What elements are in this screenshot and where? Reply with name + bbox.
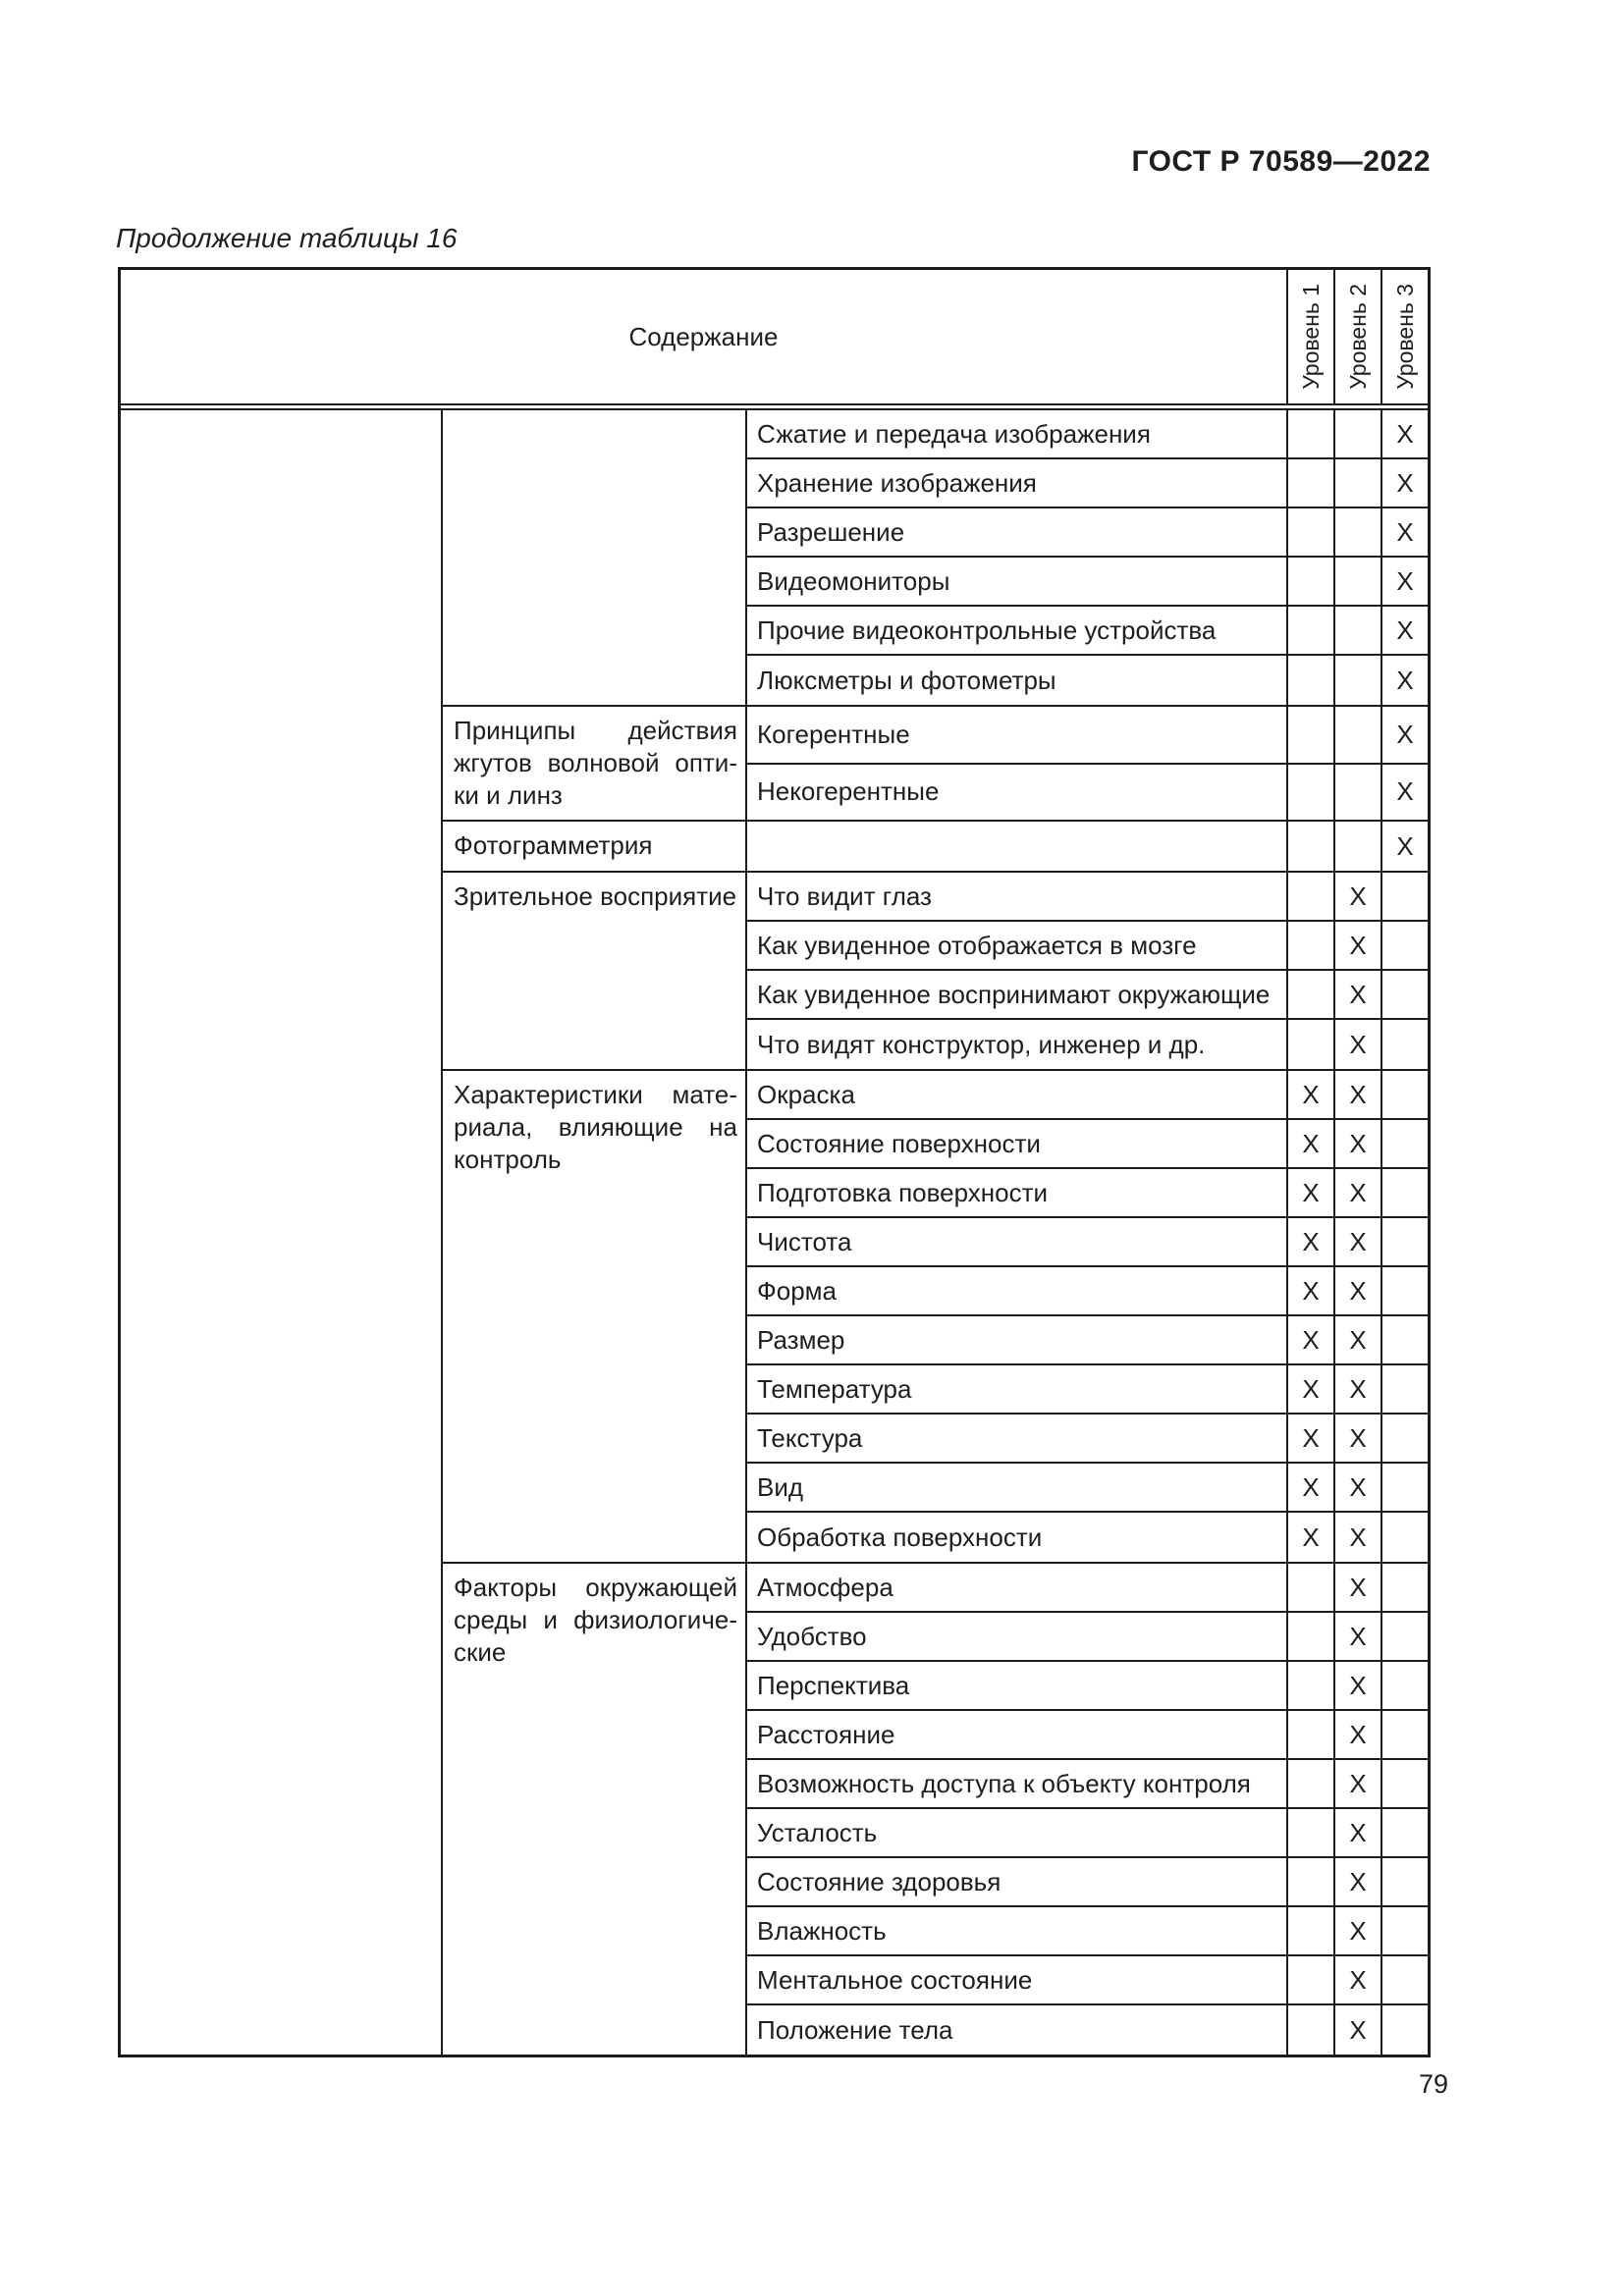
row-content-cell: Расстояние	[757, 1719, 895, 1749]
row-content-cell: Видеомониторы	[757, 565, 950, 596]
table-row	[747, 707, 1428, 765]
row-content-cell	[747, 822, 1286, 871]
level-2-mark: X	[1333, 1564, 1380, 1611]
row-content-cell: Состояние поверхности	[757, 1128, 1041, 1158]
level-1-mark: X	[1286, 1218, 1333, 1265]
row-content-cell: Форма	[757, 1275, 838, 1306]
level-3-mark: X	[1380, 707, 1428, 763]
level-3-mark: X	[1380, 607, 1428, 654]
level-3-mark	[1380, 1020, 1428, 1069]
level-2-mark: X	[1333, 1907, 1380, 1954]
content-column-header: Содержание	[628, 321, 779, 351]
row-content-cell: Как увиденное воспринимают окружающие	[757, 979, 1271, 1009]
row-content-cell: Прочие видеоконтрольные устройства	[757, 614, 1217, 645]
level-2-mark	[1333, 822, 1380, 871]
level-2-mark: X	[1333, 1020, 1380, 1069]
level-3-mark: X	[1380, 459, 1428, 507]
table-row	[747, 873, 1428, 922]
level-2-mark: X	[1333, 971, 1380, 1018]
table-section	[443, 1071, 1428, 1564]
level-1-mark	[1286, 508, 1333, 556]
table-row	[747, 508, 1428, 558]
row-content-cell: Ментальное состояние	[757, 1964, 1033, 1995]
table-row	[747, 971, 1428, 1020]
level-3-mark	[1380, 873, 1428, 920]
level-3-mark	[1380, 1564, 1428, 1611]
row-content-cell: Удобство	[757, 1621, 867, 1651]
level-1-mark	[1286, 1711, 1333, 1758]
section-rows	[747, 822, 1428, 871]
table-row	[747, 1858, 1428, 1907]
row-content-cell: Температура	[757, 1373, 912, 1404]
level-1-mark	[1286, 656, 1333, 705]
level-3-mark	[1380, 1316, 1428, 1363]
level-3-mark	[1380, 1464, 1428, 1511]
table-section	[443, 1564, 1428, 2055]
level-2-mark: X	[1333, 1365, 1380, 1413]
level-2-mark: X	[1333, 1218, 1380, 1265]
carryover-empty-cell	[121, 410, 443, 2055]
table-16-continuation	[118, 267, 1431, 2057]
level-1-mark	[1286, 765, 1333, 821]
row-content-cell: Что видит глаз	[757, 881, 932, 911]
level-1-mark	[1286, 459, 1333, 507]
row-content-cell: Обработка поверхности	[757, 1522, 1043, 1552]
level-2-mark	[1333, 607, 1380, 654]
table-header-row	[121, 270, 1428, 405]
level-2-mark: X	[1333, 873, 1380, 920]
level-2-mark: X	[1333, 1858, 1380, 1905]
table-row	[747, 1907, 1428, 1956]
level-3-mark: X	[1380, 410, 1428, 457]
level-3-mark	[1380, 1613, 1428, 1660]
table-section	[443, 873, 1428, 1071]
table-row	[747, 607, 1428, 656]
level-3-mark	[1380, 1760, 1428, 1807]
row-content-cell: Как увиденное отображается в мозге	[757, 930, 1197, 960]
section-rows	[747, 1564, 1428, 2055]
table-section	[443, 410, 1428, 707]
row-content-cell: Вид	[757, 1471, 804, 1502]
table-row	[747, 1120, 1428, 1169]
section-rows	[747, 873, 1428, 1069]
level-2-mark: X	[1333, 1711, 1380, 1758]
level-3-mark	[1380, 1711, 1428, 1758]
table-row	[747, 1218, 1428, 1267]
level-1-mark	[1286, 1809, 1333, 1856]
table-row	[747, 1809, 1428, 1858]
level-2-mark	[1333, 508, 1380, 556]
row-content-cell: Атмосфера	[757, 1572, 893, 1602]
row-content-cell: Что видят конструктор, инженер и др.	[757, 1029, 1206, 1059]
level-3-mark	[1380, 1662, 1428, 1709]
level-1-mark	[1286, 1858, 1333, 1905]
row-content-cell: Подготовка поверхности	[757, 1177, 1049, 1207]
level-3-mark	[1380, 1169, 1428, 1216]
level-3-mark	[1380, 2005, 1428, 2055]
level-3-mark	[1380, 1858, 1428, 1905]
row-content-cell: Хранение изображения	[757, 467, 1037, 498]
level-2-mark: X	[1333, 1513, 1380, 1562]
level-2-mark: X	[1333, 1120, 1380, 1167]
row-content-cell: Некогерентные	[757, 776, 940, 807]
row-content-cell: Положение тела	[757, 2014, 953, 2045]
level-1-mark: X	[1286, 1071, 1333, 1118]
level-1-mark: X	[1286, 1415, 1333, 1462]
level-3-mark: X	[1380, 656, 1428, 705]
table-row	[747, 1956, 1428, 2005]
table-section	[443, 822, 1428, 873]
level-1-column-header	[1286, 270, 1333, 403]
level-1-mark	[1286, 873, 1333, 920]
level-2-mark	[1333, 459, 1380, 507]
level-1-mark: X	[1286, 1316, 1333, 1363]
table-section	[443, 707, 1428, 822]
level-1-mark	[1286, 822, 1333, 871]
level-1-mark	[1286, 922, 1333, 969]
table-caption: Продолжение таблицы 16	[116, 223, 458, 253]
level-3-mark	[1380, 1267, 1428, 1314]
level-2-mark: X	[1333, 1613, 1380, 1660]
group-label-cell: Зрительное восприятие	[443, 873, 747, 1069]
section-rows	[747, 707, 1428, 820]
level-1-mark	[1286, 1564, 1333, 1611]
level-1-mark: X	[1286, 1464, 1333, 1511]
row-content-cell: Размер	[757, 1324, 845, 1355]
row-content-cell: Возможность доступа к объекту контроля	[757, 1768, 1251, 1798]
level-3-mark: X	[1380, 508, 1428, 556]
level-1-mark	[1286, 2005, 1333, 2055]
level-2-mark: X	[1333, 1956, 1380, 2003]
row-content-cell: Разрешение	[757, 516, 905, 547]
level-2-mark	[1333, 656, 1380, 705]
level-3-column-label: Уровень 3	[1391, 284, 1418, 390]
row-content-cell: Состояние здоровья	[757, 1866, 1001, 1896]
table-row	[747, 1662, 1428, 1711]
level-2-mark: X	[1333, 1662, 1380, 1709]
level-3-mark	[1380, 1218, 1428, 1265]
table-row	[747, 1711, 1428, 1760]
level-1-mark: X	[1286, 1365, 1333, 1413]
row-content-cell: Чистота	[757, 1226, 852, 1256]
table-row	[747, 1513, 1428, 1562]
level-3-mark	[1380, 1809, 1428, 1856]
table-body	[121, 410, 1428, 2055]
table-row	[747, 765, 1428, 821]
row-content-cell: Влажность	[757, 1915, 887, 1946]
row-content-cell: Люксметры и фотометры	[757, 665, 1056, 695]
group-label-cell	[443, 410, 747, 705]
level-2-column-label: Уровень 2	[1344, 284, 1371, 390]
table-row	[747, 558, 1428, 607]
level-1-mark: X	[1286, 1169, 1333, 1216]
level-3-mark	[1380, 1907, 1428, 1954]
level-2-mark: X	[1333, 1809, 1380, 1856]
level-2-mark: X	[1333, 1415, 1380, 1462]
level-1-mark	[1286, 1956, 1333, 2003]
level-1-mark: X	[1286, 1513, 1333, 1562]
table-row	[747, 1169, 1428, 1218]
table-row	[747, 1365, 1428, 1415]
table-row	[747, 2005, 1428, 2055]
section-rows	[747, 410, 1428, 705]
group-label-cell: Факторы окружающей среды и физиологиче-ские	[443, 1564, 747, 2055]
group-label-cell: Принципы действия жгутов волновой опти-ки и линз	[443, 707, 747, 820]
table-row	[747, 1464, 1428, 1513]
row-content-cell: Сжатие и передача изображения	[757, 418, 1151, 449]
level-2-mark: X	[1333, 1267, 1380, 1314]
table-row	[747, 1613, 1428, 1662]
level-3-mark: X	[1380, 558, 1428, 605]
group-label-cell: Фотограмметрия	[443, 822, 747, 871]
level-2-mark	[1333, 558, 1380, 605]
level-3-mark	[1380, 1956, 1428, 2003]
level-2-mark: X	[1333, 1464, 1380, 1511]
table-row	[747, 922, 1428, 971]
doc-number: ГОСТ Р 70589—2022	[1131, 145, 1431, 178]
level-1-mark	[1286, 558, 1333, 605]
level-1-mark	[1286, 1662, 1333, 1709]
level-2-mark: X	[1333, 1316, 1380, 1363]
row-content-cell: Окраска	[757, 1079, 855, 1109]
level-3-mark: X	[1380, 765, 1428, 821]
table-row	[747, 1415, 1428, 1464]
level-1-mark: X	[1286, 1120, 1333, 1167]
level-3-mark	[1380, 1120, 1428, 1167]
level-2-mark: X	[1333, 1071, 1380, 1118]
level-2-mark: X	[1333, 2005, 1380, 2055]
level-2-mark	[1333, 410, 1380, 457]
table-row	[747, 410, 1428, 459]
page-number: 79	[1418, 2069, 1448, 2099]
row-content-cell: Усталость	[757, 1817, 878, 1847]
level-1-column-label: Уровень 1	[1297, 284, 1324, 390]
level-1-mark	[1286, 1760, 1333, 1807]
level-1-mark	[1286, 1907, 1333, 1954]
row-content-cell: Перспектива	[757, 1670, 910, 1700]
level-1-mark	[1286, 410, 1333, 457]
section-rows	[747, 1071, 1428, 1562]
level-3-mark	[1380, 1071, 1428, 1118]
table-row	[747, 1267, 1428, 1316]
level-2-mark: X	[1333, 1760, 1380, 1807]
level-2-column-header	[1333, 270, 1380, 403]
table-row	[747, 822, 1428, 871]
level-3-column-header	[1380, 270, 1428, 403]
level-1-mark	[1286, 607, 1333, 654]
table-row	[747, 1020, 1428, 1069]
table-row	[747, 1316, 1428, 1365]
table-row	[747, 1071, 1428, 1120]
row-content-cell: Когерентные	[757, 719, 910, 749]
level-2-mark	[1333, 765, 1380, 821]
level-2-mark	[1333, 707, 1380, 763]
level-3-mark: X	[1380, 822, 1428, 871]
table-row	[747, 656, 1428, 705]
level-1-mark	[1286, 1613, 1333, 1660]
row-content-cell: Текстура	[757, 1422, 863, 1453]
table-row	[747, 1760, 1428, 1809]
level-3-mark	[1380, 1365, 1428, 1413]
table-row	[747, 459, 1428, 508]
level-3-mark	[1380, 922, 1428, 969]
table-sections	[443, 410, 1428, 2055]
group-label-cell: Характеристики мате-риала, влияющие на контроль	[443, 1071, 747, 1562]
level-1-mark	[1286, 707, 1333, 763]
level-1-mark: X	[1286, 1267, 1333, 1314]
level-1-mark	[1286, 1020, 1333, 1069]
level-2-mark: X	[1333, 1169, 1380, 1216]
level-1-mark	[1286, 971, 1333, 1018]
level-2-mark: X	[1333, 922, 1380, 969]
table-row	[747, 1564, 1428, 1613]
level-3-mark	[1380, 1513, 1428, 1562]
level-3-mark	[1380, 1415, 1428, 1462]
level-3-mark	[1380, 971, 1428, 1018]
